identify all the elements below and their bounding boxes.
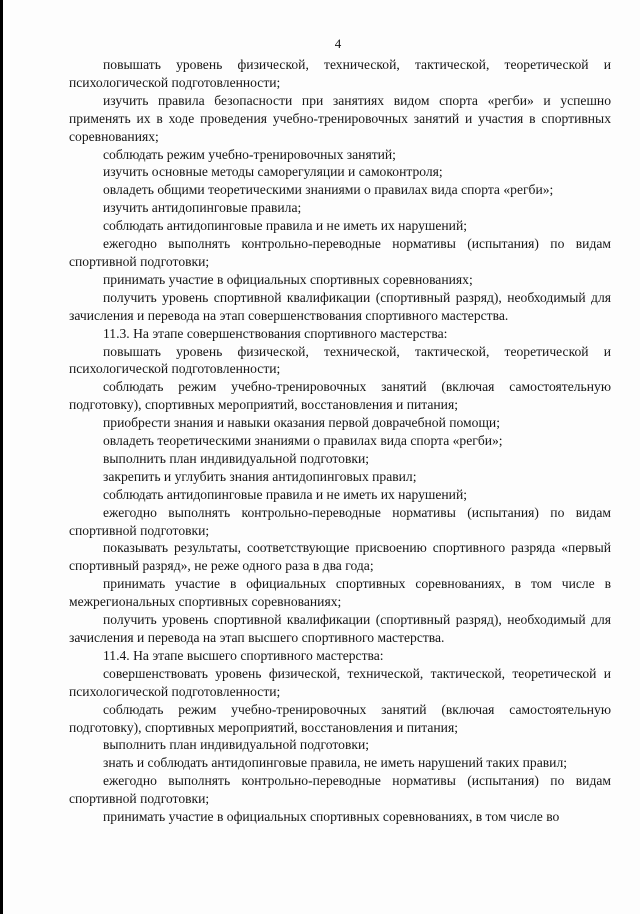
paragraph: принимать участие в официальных спортивных соревнованиях, в том числе во [103,809,560,825]
section-heading: 11.3. На этапе совершенствования спортивного мастерства: [103,325,448,341]
paragraph: показывать результаты, соответствующие присвоению спортивного разряда «первый спортивный разряд», не реже одного раза в два года; [69,540,611,574]
paragraph: получить уровень спортивной квалификации (спортивный разряд), необходимый для зачисления и перевода на этап совершенствования спортивного мастерства. [69,289,611,323]
paragraph: ежегодно выполнять контрольно-переводные нормативы (испытания) по видам спортивной подготовки; [69,773,611,807]
paragraph: соблюдать антидопинговые правила и не иметь их нарушений; [103,486,468,502]
paragraph: выполнить план индивидуальной подготовки; [103,737,370,753]
page-number: 4 [334,36,342,51]
paragraph: соблюдать режим учебно-тренировочных занятий (включая самостоятельную подготовку), спортивных мероприятий, восстановления и питания; [69,701,611,735]
section-heading: 11.4. На этапе высшего спортивного мастерства: [103,647,384,663]
paragraph: овладеть теоретическими знаниями о правилах вида спорта «регби»; [103,433,503,449]
paragraph: изучить антидопинговые правила; [103,200,302,216]
paragraph: закрепить и углубить знания антидопинговых правил; [103,468,417,484]
paragraph: ежегодно выполнять контрольно-переводные нормативы (испытания) по видам спортивной подготовки; [69,236,611,269]
paragraph: выполнить план индивидуальной подготовки; [103,450,370,466]
paragraph: принимать участие в официальных спортивных соревнованиях, в том числе в межрегиональных спортивных соревнованиях; [69,576,611,610]
paragraph: изучить правила безопасности при занятиях видом спорта «регби» и успешно применять их в ходе проведения учебно-тренировочных занятий и участия в спортивных соревнованиях; [69,92,611,144]
paragraph: овладеть общими теоретическими знаниями о правилах вида спорта «регби»; [103,182,554,198]
paragraph: получить уровень спортивной квалификации (спортивный разряд), необходимый для зачисления и перевода на этап высшего спортивного мастерства. [69,612,611,645]
paragraph: повышать уровень физической, технической, тактической, теоретической и психологической подготовленности; [69,343,611,377]
paragraph: повышать уровень физической, технической, тактической, теоретической и психологической подготовленности; [69,57,611,90]
paragraph: совершенствовать уровень физической, технической, тактической, теоретической и психологической подготовленности; [69,665,611,699]
paragraph: знать и соблюдать антидопинговые правила, не иметь нарушений таких правил; [103,755,567,771]
paragraph: приобрести знания и навыки оказания первой доврачебной помощи; [103,415,500,431]
paragraph: ежегодно выполнять контрольно-переводные нормативы (испытания) по видам спортивной подготовки; [69,504,611,538]
paragraph: соблюдать режим учебно-тренировочных занятий; [103,146,396,162]
document-body [69,56,611,826]
paragraph: принимать участие в официальных спортивных соревнованиях; [103,271,473,287]
paragraph: соблюдать антидопинговые правила и не иметь их нарушений; [103,218,468,234]
paragraph: соблюдать режим учебно-тренировочных занятий (включая самостоятельную подготовку), спортивных мероприятий, восстановления и питания; [69,379,611,413]
paragraph: изучить основные методы саморегуляции и самоконтроля; [103,164,443,180]
